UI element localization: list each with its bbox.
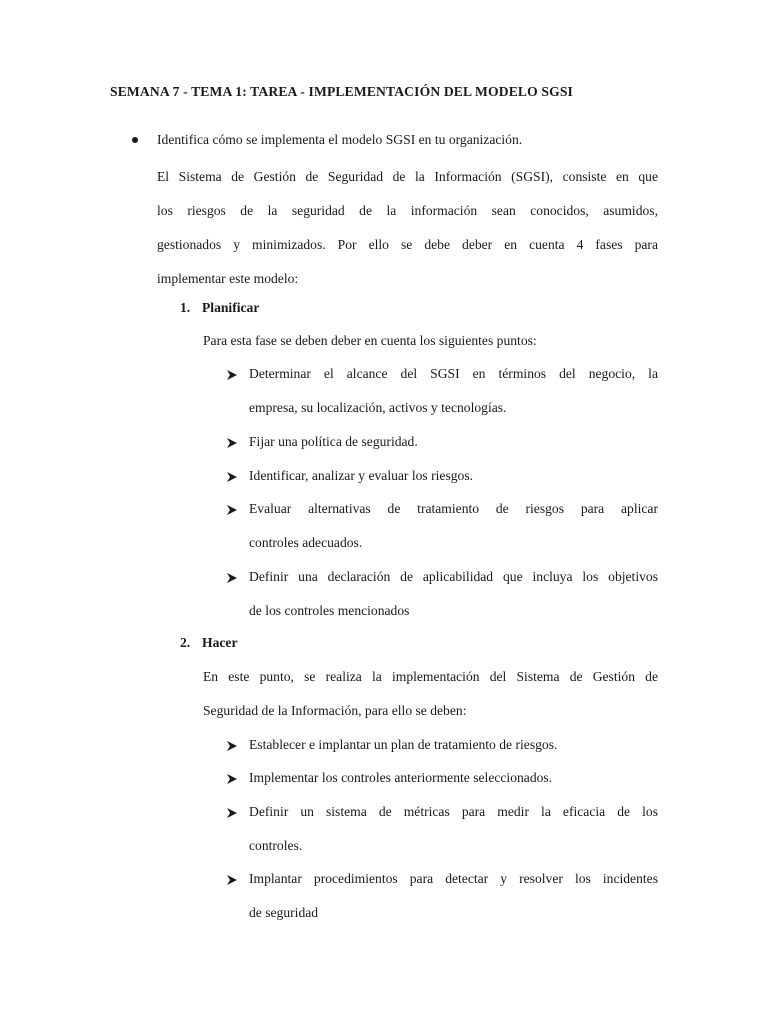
intro-paragraph [157, 160, 658, 296]
list-item-line: Determinar el alcance del SGSI en términos del negocio, la [249, 366, 658, 381]
section-title: Planificar [202, 300, 260, 315]
arrowhead-bullet-icon [226, 773, 238, 785]
list-item-line: controles adecuados. [249, 535, 363, 550]
section-intro-line: Seguridad de la Información, para ello se deben: [203, 703, 467, 718]
list-item-line: de los controles mencionados [249, 603, 410, 618]
section-intro-planificar [203, 324, 658, 358]
intro-line: los riesgos de la seguridad de la información sean conocidos, asumidos, [157, 203, 658, 218]
bullet-text: Identifica cómo se implementa el modelo SGSI en tu organización. [157, 132, 523, 147]
arrowhead-bullet-icon [226, 874, 238, 886]
list-item-line: Fijar una política de seguridad. [249, 434, 418, 449]
section-heading-planificar [180, 296, 259, 320]
list-item [226, 867, 658, 935]
bullet-icon [132, 137, 138, 143]
intro-line: El Sistema de Gestión de Seguridad de la Información (SGSI), consiste en que [157, 169, 658, 184]
arrowhead-bullet-icon [226, 807, 238, 819]
list-item-line: Establecer e implantar un plan de tratamiento de riesgos. [249, 737, 558, 752]
list-item-line: Definir una declaración de aplicabilidad que incluya los objetivos [249, 569, 658, 584]
document-title: SEMANA 7 - TEMA 1: TAREA - IMPLEMENTACIÓN DEL MODELO SGSI [110, 84, 573, 99]
list-item-line: empresa, su localización, activos y tecnologías. [249, 400, 507, 415]
section-heading-hacer [180, 631, 237, 655]
list-item-line: Implementar los controles anteriormente seleccionados. [249, 770, 553, 785]
list-item-line: Definir un sistema de métricas para medir la eficacia de los [249, 804, 658, 819]
list-item-line: Implantar procedimientos para detectar y resolver los incidentes [249, 871, 658, 886]
arrowhead-bullet-icon [226, 369, 238, 381]
arrowhead-bullet-icon [226, 471, 238, 483]
intro-line: implementar este modelo: [157, 271, 299, 286]
section-number: 1. [180, 300, 191, 315]
section-intro-line: Para esta fase se deben deber en cuenta los siguientes puntos: [203, 333, 537, 348]
arrowhead-bullet-icon [226, 437, 238, 449]
list-item-line: controles. [249, 838, 303, 853]
arrowhead-bullet-icon [226, 572, 238, 584]
list-item-line: de seguridad [249, 905, 319, 920]
arrowhead-bullet-icon [226, 740, 238, 752]
list-item-line: Evaluar alternativas de tratamiento de riesgos para aplicar [249, 501, 658, 516]
list-item [226, 497, 658, 565]
intro-line: gestionados y minimizados. Por ello se debe deber en cuenta 4 fases para [157, 237, 658, 252]
list-item [226, 565, 658, 633]
list-item [226, 800, 658, 868]
arrowhead-bullet-icon [226, 504, 238, 516]
section-title: Hacer [202, 635, 238, 650]
list-item [226, 362, 658, 430]
section-intro-hacer [203, 660, 658, 728]
section-number: 2. [180, 635, 191, 650]
section-intro-line: En este punto, se realiza la implementación del Sistema de Gestión de [203, 669, 658, 684]
list-item-line: Identificar, analizar y evaluar los riesgos. [249, 468, 474, 483]
